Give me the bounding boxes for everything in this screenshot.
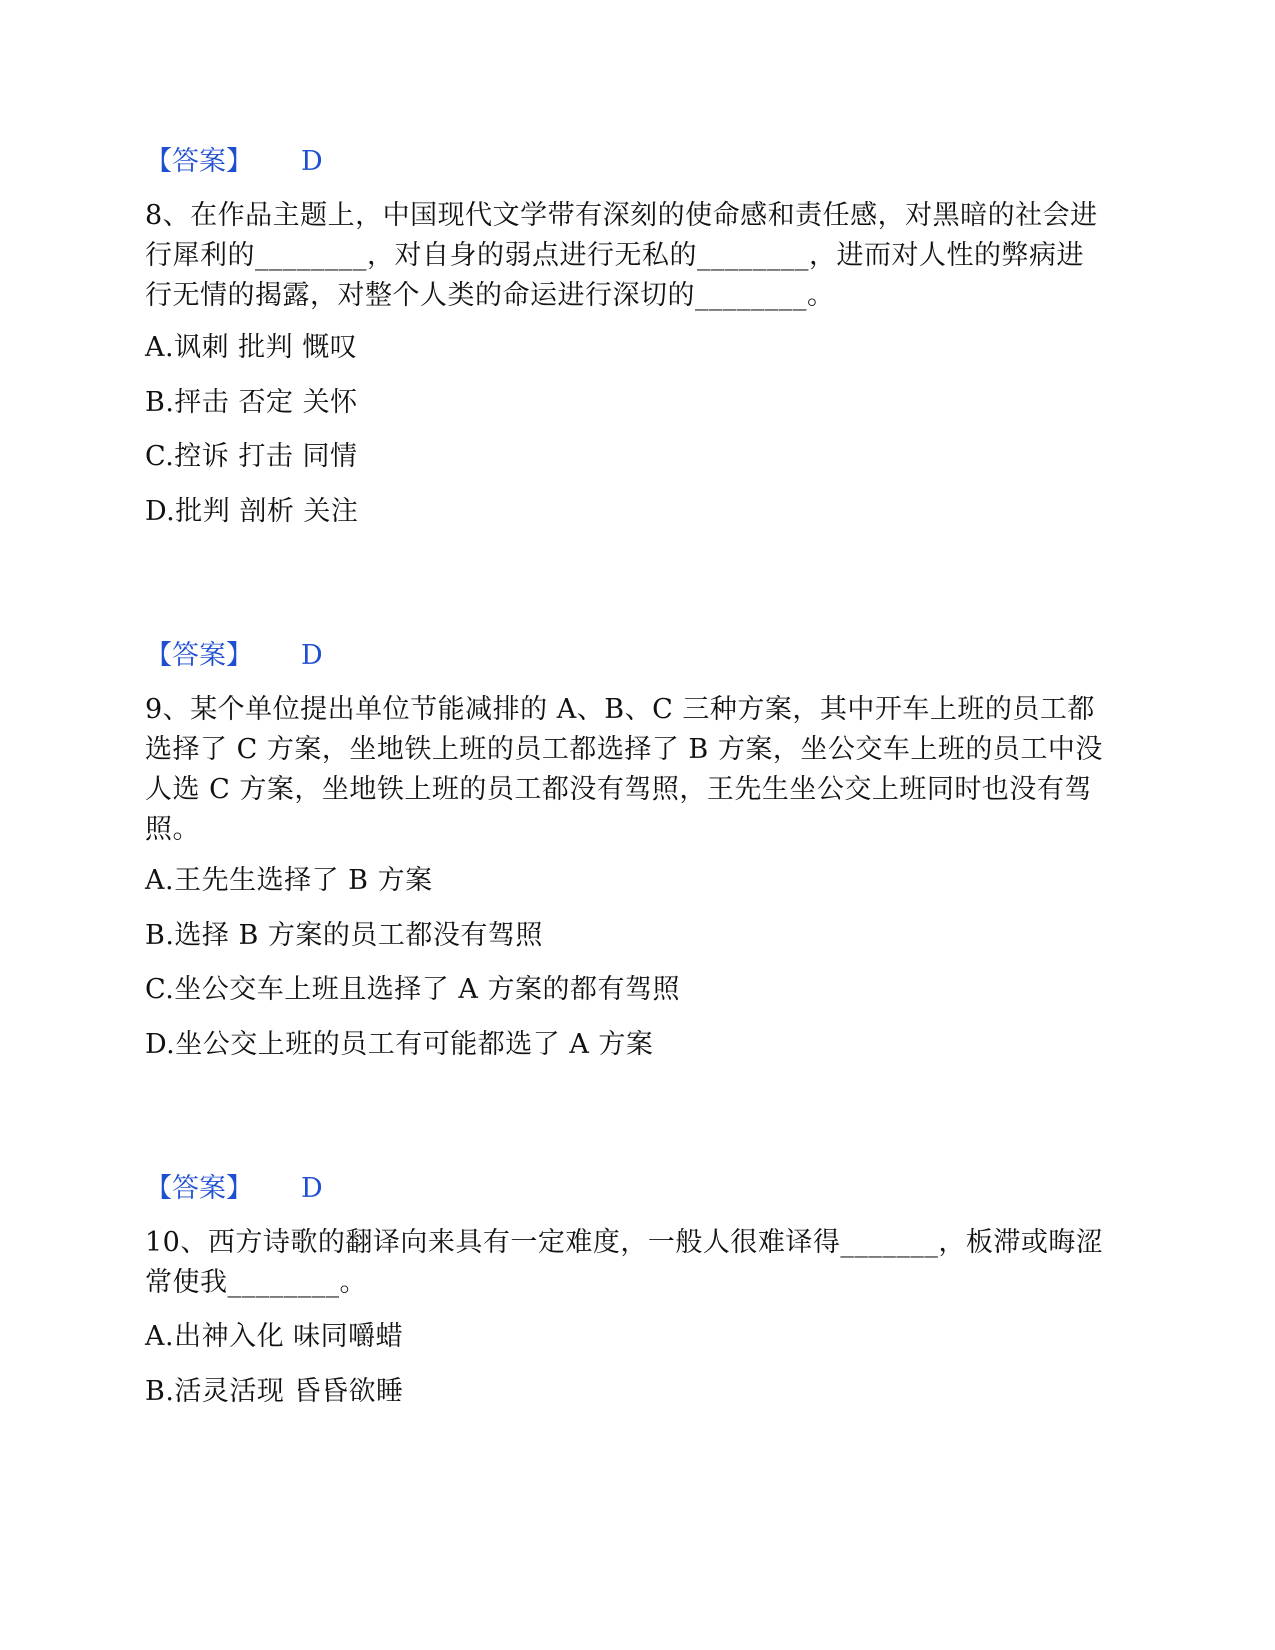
- question-9-text: 9、某个单位提出单位节能减排的 A、B、C 三种方案，其中开车上班的员工都选择了 C 方案，坐地铁上班的员工都选择了 B 方案，坐公交车上班的员工中没人选 C 方案，坐地铁上班的员工都没有驾照，王先生坐公交上班同时也没有驾照。: [145, 694, 1103, 845]
- question-9-option-d: D.坐公交上班的员工有可能都选了 A 方案: [145, 1029, 654, 1060]
- answer-label: 【答案】: [145, 640, 253, 671]
- question-8-option-d: D.批判 剖析 关注: [145, 496, 359, 527]
- answer-value: D: [301, 146, 323, 177]
- answer-line: [145, 145, 323, 179]
- answer-line: [145, 639, 323, 673]
- answer-value: D: [301, 1173, 323, 1204]
- answer-value: D: [301, 640, 323, 671]
- question-9-option-b: B.选择 B 方案的员工都没有驾照: [145, 920, 543, 951]
- question-10-option-b: B.活灵活现 昏昏欲睡: [145, 1376, 404, 1407]
- answer-line: [145, 1172, 323, 1206]
- question-9-option-c: C.坐公交车上班且选择了 A 方案的都有驾照: [145, 974, 680, 1005]
- answer-label: 【答案】: [145, 1173, 253, 1204]
- question-8-option-a: A.讽刺 批判 慨叹: [145, 332, 358, 363]
- question-8-option-b: B.抨击 否定 关怀: [145, 387, 358, 418]
- question-10-option-a: A.出神入化 味同嚼蜡: [145, 1321, 404, 1352]
- question-9-option-a: A.王先生选择了 B 方案: [145, 865, 433, 896]
- question-8-option-c: C.控诉 打击 同情: [145, 441, 358, 472]
- question-10-text: 10、西方诗歌的翻译向来具有一定难度，一般人很难译得_______，板滞或晦涩常使我________。: [145, 1227, 1104, 1298]
- question-8-text: 8、在作品主题上，中国现代文学带有深刻的使命感和责任感，对黑暗的社会进行犀利的________，对自身的弱点进行无私的________，进而对人性的弊病进行无情的揭露，对整个人类的命运进行深切的________。: [145, 200, 1098, 311]
- answer-label: 【答案】: [145, 146, 253, 177]
